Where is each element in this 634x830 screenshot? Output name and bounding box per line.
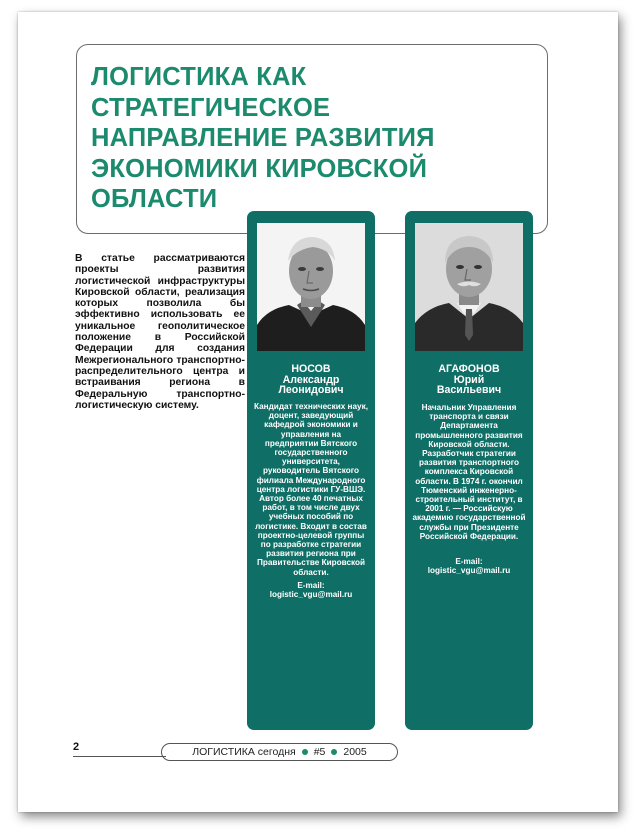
title-line: ЛОГИСТИКА КАК СТРАТЕГИЧЕСКОЕ: [91, 63, 331, 122]
author-card-agafonov: [405, 211, 533, 730]
portrait-image: [415, 223, 523, 351]
author-bio-agafonov: Начальник Управления транспорта и связи Департамента промышленного развития Кировской области. Разработчик стратегии развития транспортного комплекса Кировской области. В 1974 г. окончил Тюменский инженерно-строительный институт, в 2001 г. — Российскую академию государственной службы при Президенте Российской Федерации.: [412, 403, 526, 541]
issue-number: #5: [313, 746, 326, 758]
footer-rule: [73, 756, 166, 757]
author-bio-nosov: Кандидат технических наук, доцент, заведующий кафедрой экономики и управления на предприятии Вятского государственного университета, руководитель Вятского филиала Международного центра логистики ГУ-ВШЭ. Автор более 40 печатных работ, в том числе двух учебных пособий по логистике. Входит в состав проектно-целевой группы по разработке стратегии развития региона при Правительстве Кировской области.: [254, 402, 368, 577]
author-card-nosov: [247, 211, 375, 730]
issue-year: 2005: [343, 746, 367, 758]
author-patronymic: Васильевич: [436, 384, 502, 396]
email-address[interactable]: logistic_vgu@mail.ru: [269, 590, 353, 600]
author-email-agafonov: [409, 557, 529, 575]
author-surname: НОСОВ: [291, 363, 331, 375]
article-abstract: В статье рассматриваются проекты развития логистической инфраструктуры Кировской области, реализация которых позволила бы эффективно использовать ее уникальное геополитическое положение в Российской Федерации для создания Межрегионального транспортно-распределительного центра и встраивания региона в Федеральную транспортно-логистическую систему.: [75, 253, 245, 411]
portrait-image: [257, 223, 365, 351]
magazine-page: [18, 12, 618, 812]
author-photo-nosov: [257, 223, 365, 351]
magazine-name: ЛОГИСТИКА сегодня: [192, 746, 296, 758]
title-line: ОБЛАСТИ: [91, 185, 218, 213]
bullet-icon: [331, 749, 337, 755]
author-surname: АГАФОНОВ: [438, 363, 500, 375]
author-photo-agafonov: [415, 223, 523, 351]
page-number: 2: [73, 741, 80, 753]
author-first-name: Юрий: [453, 373, 485, 386]
title-line: ЭКОНОМИКИ КИРОВСКОЙ: [91, 154, 428, 183]
footer-running-head: [161, 743, 398, 761]
author-name-agafonov: [409, 364, 529, 396]
author-first-name: Александр: [282, 373, 340, 386]
email-address[interactable]: logistic_vgu@mail.ru: [427, 566, 511, 576]
author-name-nosov: [251, 364, 371, 396]
email-label: E-mail:: [455, 557, 483, 566]
email-label: E-mail:: [297, 581, 325, 590]
author-email-nosov: [251, 581, 371, 599]
author-patronymic: Леонидович: [278, 384, 344, 396]
article-title: [91, 62, 543, 215]
title-line: НАПРАВЛЕНИЕ РАЗВИТИЯ: [91, 124, 435, 152]
bullet-icon: [302, 749, 308, 755]
